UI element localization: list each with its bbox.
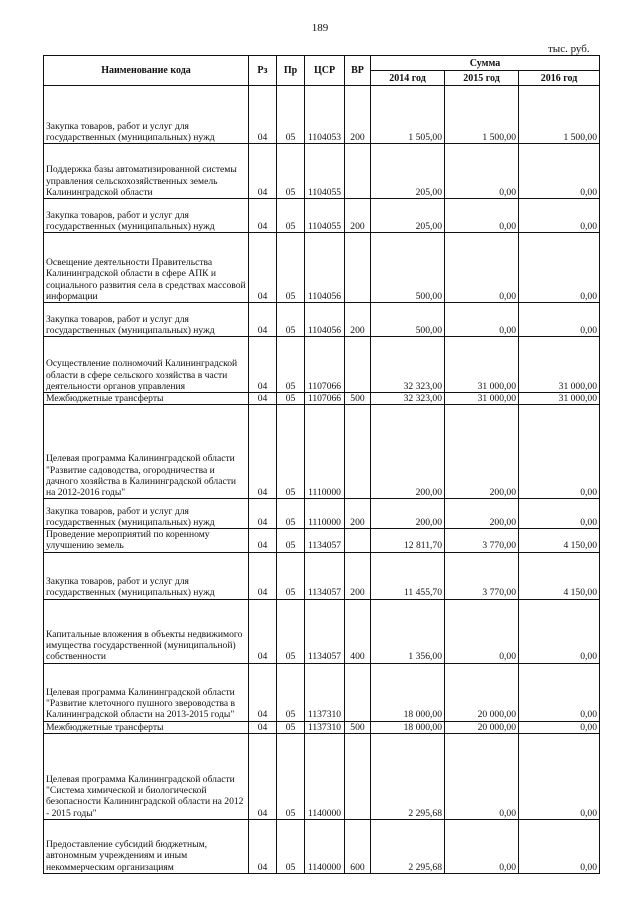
row-vr: 500 [345, 393, 371, 405]
row-2015: 200,00 [445, 405, 519, 499]
row-pr: 05 [277, 337, 305, 393]
row-2014: 200,00 [371, 405, 445, 499]
table-row [44, 529, 600, 552]
header-name: Наименование кода [44, 56, 249, 86]
row-name: Капитальные вложения в объекты недвижимого имущества государственной (муниципальной) собственности [44, 599, 249, 663]
row-2015: 0,00 [445, 303, 519, 337]
row-pr: 05 [277, 303, 305, 337]
row-2014: 500,00 [371, 233, 445, 303]
row-2015: 3 770,00 [445, 552, 519, 599]
row-vr: 200 [345, 86, 371, 144]
row-pr: 05 [277, 233, 305, 303]
header-2015: 2015 год [445, 71, 519, 86]
header-sum: Сумма [371, 56, 600, 71]
table-row [44, 499, 600, 529]
row-csr: 1104055 [305, 144, 345, 199]
row-2016: 0,00 [519, 663, 600, 721]
row-csr: 1140000 [305, 733, 345, 819]
row-vr: 200 [345, 199, 371, 233]
row-pr: 05 [277, 599, 305, 663]
table-row [44, 663, 600, 721]
row-2015: 20 000,00 [445, 663, 519, 721]
table-row [44, 721, 600, 733]
row-csr: 1107066 [305, 337, 345, 393]
row-2016: 31 000,00 [519, 337, 600, 393]
row-2015: 0,00 [445, 599, 519, 663]
row-name: Освещение деятельности Правительства Калининградской области в сфере АПК и социального развития села в средствах массовой информации [44, 233, 249, 303]
row-csr: 1104055 [305, 199, 345, 233]
table-row [44, 733, 600, 819]
row-2016: 0,00 [519, 721, 600, 733]
row-vr: 500 [345, 721, 371, 733]
header-2016: 2016 год [519, 71, 600, 86]
row-name: Закупка товаров, работ и услуг для государственных (муниципальных) нужд [44, 552, 249, 599]
row-name: Закупка товаров, работ и услуг для государственных (муниципальных) нужд [44, 303, 249, 337]
row-2014: 18 000,00 [371, 721, 445, 733]
row-pr: 05 [277, 733, 305, 819]
table-row [44, 199, 600, 233]
table-row [44, 819, 600, 873]
row-rz: 04 [249, 733, 277, 819]
budget-table [43, 55, 600, 874]
row-2015: 31 000,00 [445, 337, 519, 393]
row-rz: 04 [249, 499, 277, 529]
row-name: Проведение мероприятий по коренному улучшению земель [44, 529, 249, 552]
row-rz: 04 [249, 721, 277, 733]
row-csr: 1134057 [305, 529, 345, 552]
row-2014: 18 000,00 [371, 663, 445, 721]
table-row [44, 337, 600, 393]
row-2016: 0,00 [519, 199, 600, 233]
row-rz: 04 [249, 663, 277, 721]
row-2016: 0,00 [519, 819, 600, 873]
table-body [44, 86, 600, 874]
row-2015: 3 770,00 [445, 529, 519, 552]
row-name: Межбюджетные трансферты [44, 721, 249, 733]
row-2016: 0,00 [519, 303, 600, 337]
row-rz: 04 [249, 144, 277, 199]
row-rz: 04 [249, 233, 277, 303]
row-2015: 0,00 [445, 233, 519, 303]
row-csr: 1137310 [305, 663, 345, 721]
page-number: 189 [311, 22, 329, 34]
row-vr: 200 [345, 499, 371, 529]
row-name: Закупка товаров, работ и услуг для государственных (муниципальных) нужд [44, 499, 249, 529]
table-row [44, 405, 600, 499]
row-name: Закупка товаров, работ и услуг для государственных (муниципальных) нужд [44, 86, 249, 144]
header-csr: ЦСР [305, 56, 345, 86]
row-vr: 200 [345, 303, 371, 337]
row-vr: 400 [345, 599, 371, 663]
table-row [44, 86, 600, 144]
row-2016: 0,00 [519, 405, 600, 499]
row-name: Предоставление субсидий бюджетным, автономным учреждениям и иным некоммерческим организациям [44, 819, 249, 873]
row-vr [345, 663, 371, 721]
row-csr: 1107066 [305, 393, 345, 405]
row-rz: 04 [249, 552, 277, 599]
row-vr [345, 529, 371, 552]
row-2016: 0,00 [519, 599, 600, 663]
table-row [44, 552, 600, 599]
table-row [44, 144, 600, 199]
row-csr: 1104056 [305, 233, 345, 303]
row-2016: 31 000,00 [519, 393, 600, 405]
row-name: Закупка товаров, работ и услуг для государственных (муниципальных) нужд [44, 199, 249, 233]
table-row [44, 393, 600, 405]
row-pr: 05 [277, 144, 305, 199]
row-2014: 1 356,00 [371, 599, 445, 663]
row-2014: 205,00 [371, 199, 445, 233]
table-row [44, 233, 600, 303]
row-rz: 04 [249, 337, 277, 393]
row-2015: 20 000,00 [445, 721, 519, 733]
header-2014: 2014 год [371, 71, 445, 86]
row-csr: 1134057 [305, 599, 345, 663]
row-2016: 1 500,00 [519, 86, 600, 144]
row-2016: 4 150,00 [519, 552, 600, 599]
row-rz: 04 [249, 393, 277, 405]
row-vr: 600 [345, 819, 371, 873]
row-name: Поддержка базы автоматизированной системы управления сельскохозяйственных земель Калининградской области [44, 144, 249, 199]
row-csr: 1110000 [305, 499, 345, 529]
row-2014: 11 455,70 [371, 552, 445, 599]
row-2014: 205,00 [371, 144, 445, 199]
row-2016: 0,00 [519, 733, 600, 819]
row-csr: 1110000 [305, 405, 345, 499]
row-rz: 04 [249, 529, 277, 552]
header-row-1 [44, 56, 600, 71]
header-vr: ВР [345, 56, 371, 86]
row-2015: 1 500,00 [445, 86, 519, 144]
row-pr: 05 [277, 529, 305, 552]
row-2015: 0,00 [445, 733, 519, 819]
row-csr: 1140000 [305, 819, 345, 873]
row-name: Целевая программа Калининградской области "Развитие клеточного пушного звероводства в Калининградской области на 2013-2015 годы" [44, 663, 249, 721]
header-rz: Рз [249, 56, 277, 86]
row-2016: 0,00 [519, 499, 600, 529]
units-label: тыс. руб. [548, 43, 590, 55]
row-name: Осуществление полномочий Калининградской области в сфере сельского хозяйства в части деятельности органов управления [44, 337, 249, 393]
row-pr: 05 [277, 819, 305, 873]
row-vr: 200 [345, 552, 371, 599]
row-2016: 4 150,00 [519, 529, 600, 552]
row-vr [345, 405, 371, 499]
table-row [44, 599, 600, 663]
row-pr: 05 [277, 499, 305, 529]
row-rz: 04 [249, 199, 277, 233]
row-2015: 31 000,00 [445, 393, 519, 405]
row-2015: 0,00 [445, 144, 519, 199]
row-name: Межбюджетные трансферты [44, 393, 249, 405]
row-2014: 32 323,00 [371, 393, 445, 405]
row-rz: 04 [249, 819, 277, 873]
row-vr [345, 233, 371, 303]
row-pr: 05 [277, 405, 305, 499]
row-2014: 1 505,00 [371, 86, 445, 144]
row-2014: 12 811,70 [371, 529, 445, 552]
row-vr [345, 144, 371, 199]
row-vr [345, 337, 371, 393]
row-name: Целевая программа Калининградской области "Развитие садоводства, огородничества и дачного хозяйства в Калининградской области на 2012-2016 годы" [44, 405, 249, 499]
row-2014: 2 295,68 [371, 733, 445, 819]
row-rz: 04 [249, 86, 277, 144]
row-pr: 05 [277, 199, 305, 233]
table-row [44, 303, 600, 337]
row-name: Целевая программа Калининградской области "Система химической и биологической безопасности Калининградской области на 2012 - 2015 годы" [44, 733, 249, 819]
row-rz: 04 [249, 405, 277, 499]
row-2014: 32 323,00 [371, 337, 445, 393]
row-pr: 05 [277, 721, 305, 733]
row-csr: 1104053 [305, 86, 345, 144]
row-pr: 05 [277, 552, 305, 599]
row-pr: 05 [277, 86, 305, 144]
row-2016: 0,00 [519, 233, 600, 303]
row-2014: 2 295,68 [371, 819, 445, 873]
row-rz: 04 [249, 303, 277, 337]
row-2015: 0,00 [445, 819, 519, 873]
row-2014: 200,00 [371, 499, 445, 529]
row-csr: 1134057 [305, 552, 345, 599]
row-2016: 0,00 [519, 144, 600, 199]
row-2014: 500,00 [371, 303, 445, 337]
row-2015: 200,00 [445, 499, 519, 529]
row-vr [345, 733, 371, 819]
header-pr: Пр [277, 56, 305, 86]
row-2015: 0,00 [445, 199, 519, 233]
row-pr: 05 [277, 393, 305, 405]
row-csr: 1104056 [305, 303, 345, 337]
row-pr: 05 [277, 663, 305, 721]
row-rz: 04 [249, 599, 277, 663]
row-csr: 1137310 [305, 721, 345, 733]
